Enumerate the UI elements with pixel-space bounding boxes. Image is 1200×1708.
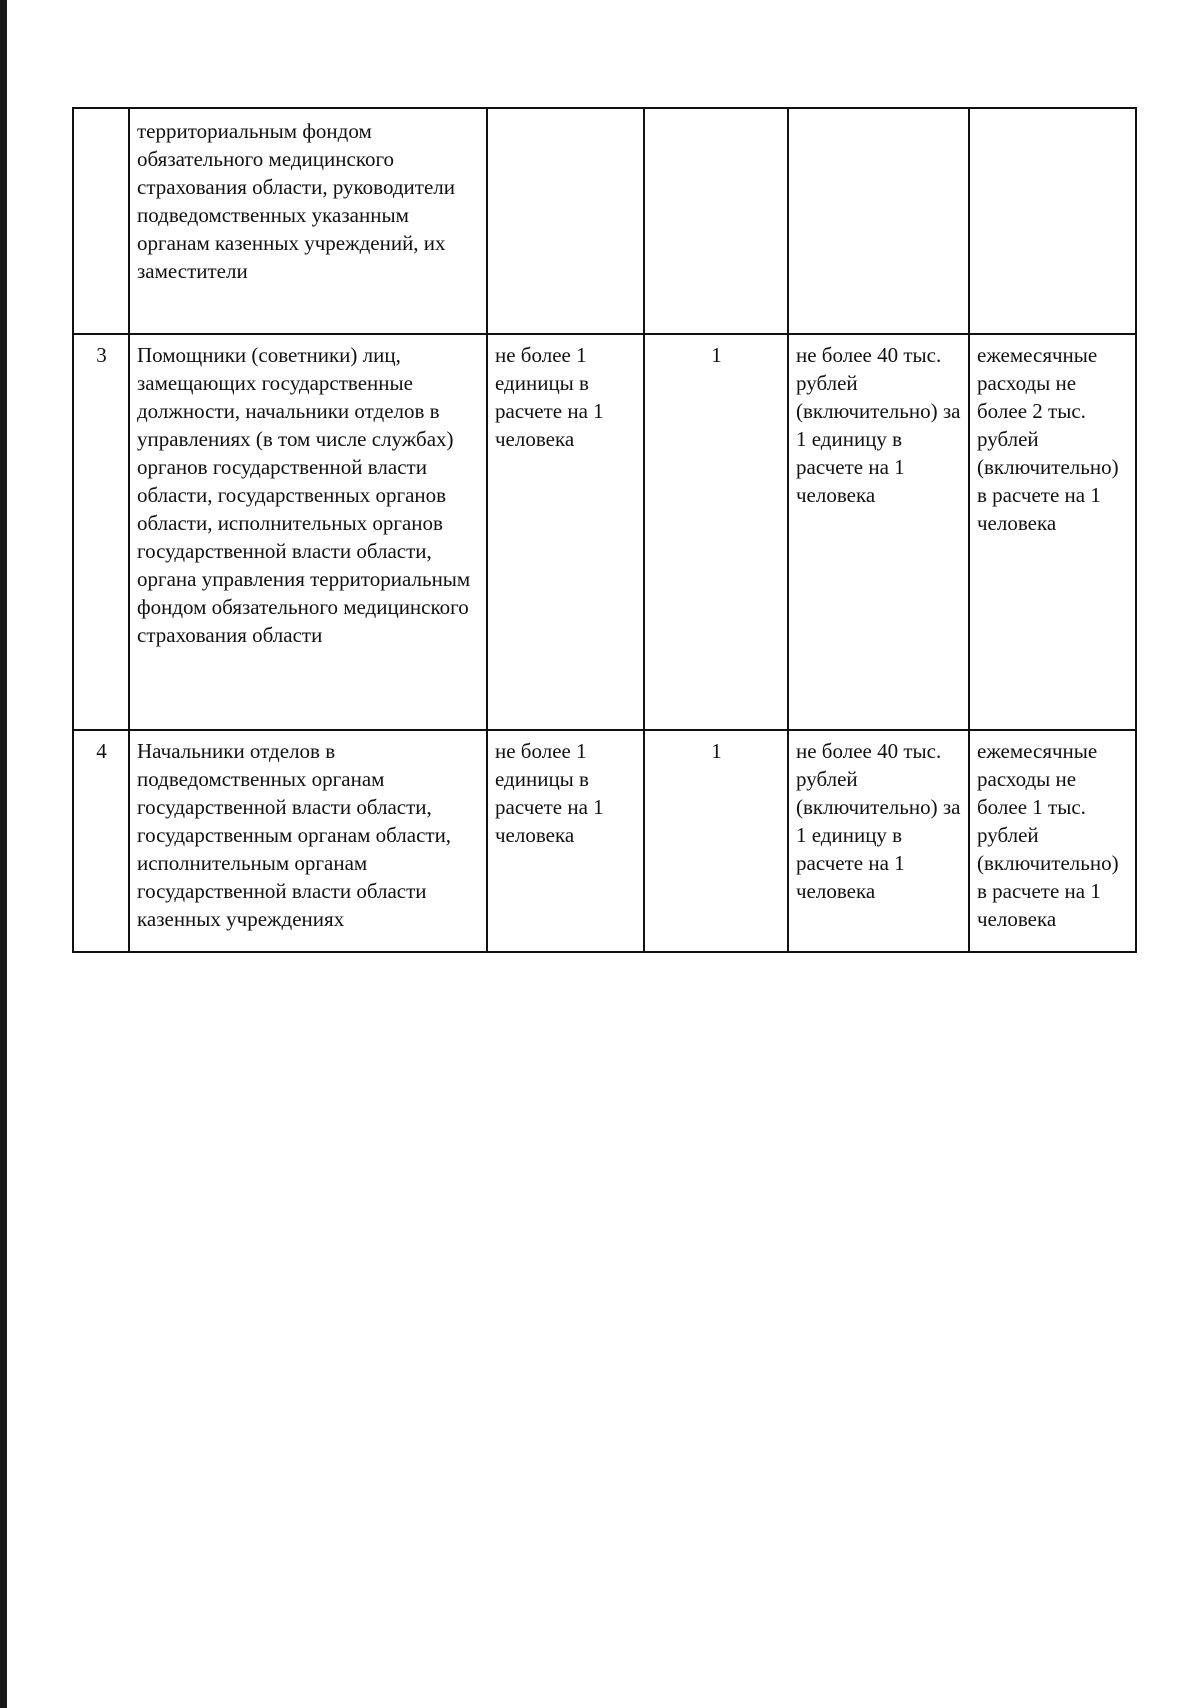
row-number-cell xyxy=(73,108,129,334)
quantity-cell: не более 1 единицы в расчете на 1 человека xyxy=(487,730,644,952)
quantity-cell xyxy=(487,108,644,334)
cost-cell xyxy=(788,108,969,334)
expenses-cell: ежемесячные расходы не более 1 тыс. рублей (включительно) в расчете на 1 человека xyxy=(969,730,1136,952)
count-cell: 1 xyxy=(644,334,788,730)
count-cell xyxy=(644,108,788,334)
cost-cell: не более 40 тыс. рублей (включительно) за 1 единицу в расчете на 1 человека xyxy=(788,730,969,952)
row-number-cell: 4 xyxy=(73,730,129,952)
row-number-cell: 3 xyxy=(73,334,129,730)
table-row xyxy=(73,730,1136,952)
expenses-cell: ежемесячные расходы не более 2 тыс. рублей (включительно) в расчете на 1 человека xyxy=(969,334,1136,730)
table-row xyxy=(73,108,1136,334)
quantity-cell: не более 1 единицы в расчете на 1 человека xyxy=(487,334,644,730)
expenses-cell xyxy=(969,108,1136,334)
position-cell: территориальным фондом обязательного медицинского страхования области, руководители подведомственных указанным органам казенных учреждений, их заместители xyxy=(129,108,487,334)
position-cell: Помощники (советники) лиц, замещающих государственные должности, начальники отделов в управлениях (в том числе службах) органов государственной власти области, государственных органов области, исполнительных органов государственной власти области, органа управления территориальным фондом обязательного медицинского страхования области xyxy=(129,334,487,730)
cost-cell: не более 40 тыс. рублей (включительно) за 1 единицу в расчете на 1 человека xyxy=(788,334,969,730)
position-cell: Начальники отделов в подведомственных органам государственной власти области, государственным органам области, исполнительным органам государственной власти области казенных учреждениях xyxy=(129,730,487,952)
norms-table xyxy=(72,107,1137,953)
count-cell: 1 xyxy=(644,730,788,952)
table-row xyxy=(73,334,1136,730)
